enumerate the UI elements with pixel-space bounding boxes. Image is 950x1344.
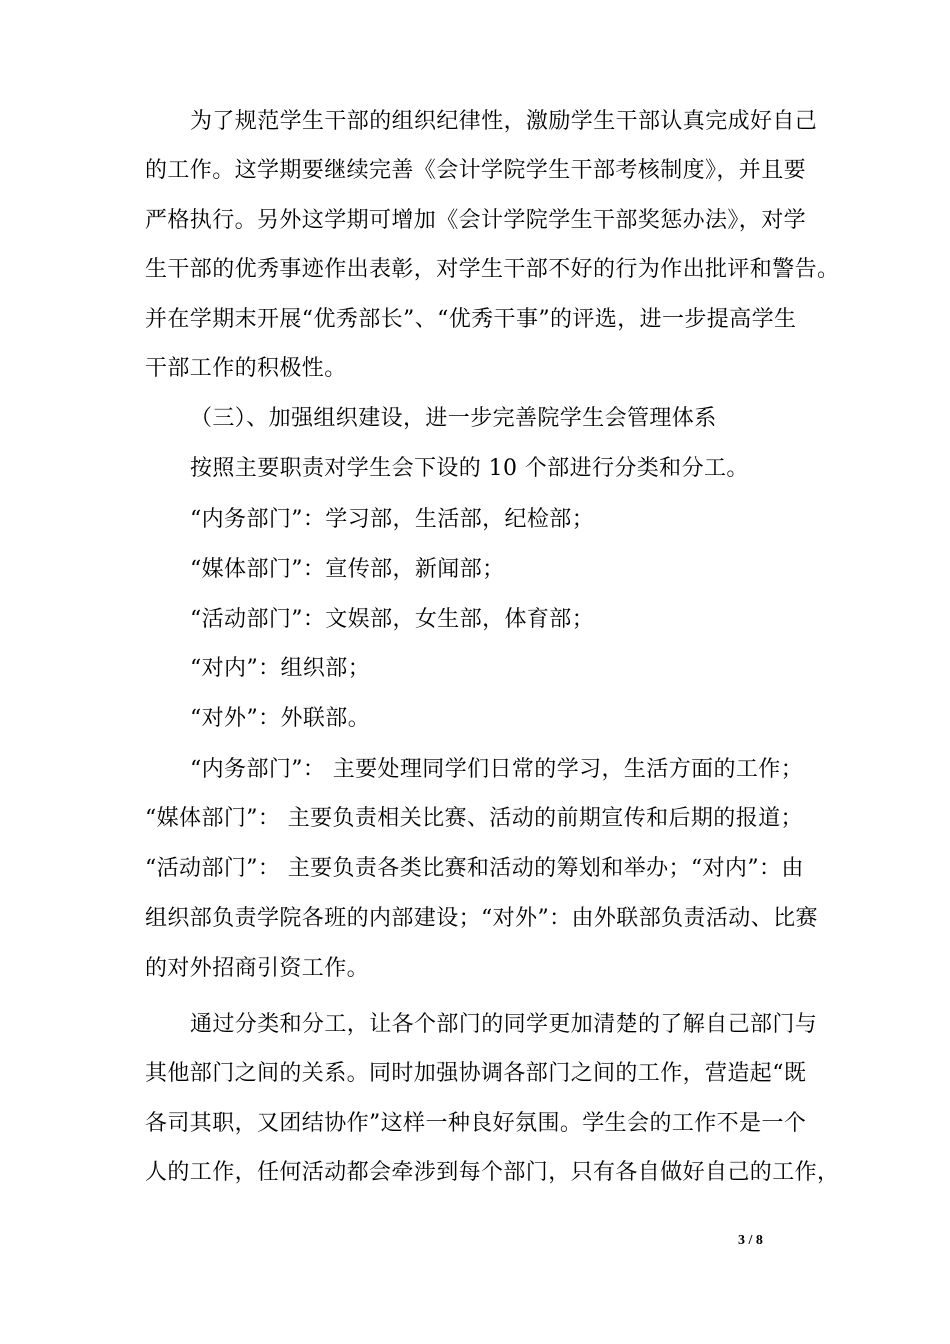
paragraph-line: 并在学期末开展“优秀部长”、“优秀干事”的评选，进一步提高学生 [145, 307, 797, 332]
paragraph-line: 严格执行。另外这学期可增加《会计学院学生干部奖惩办法》，对学 [145, 208, 807, 233]
list-item: “活动部门”：文娱部，女生部，体育部； [190, 607, 595, 632]
list-item: “对外”：外联部。 [190, 706, 371, 731]
section-heading: （三）、加强组织建设，进一步完善院学生会管理体系 [190, 406, 717, 431]
page-number: 3 / 8 [738, 1233, 763, 1248]
list-item: “对内”：组织部； [190, 656, 371, 681]
paragraph-line: “活动部门”： 主要负责各类比赛和活动的筹划和举办；“对内”：由 [145, 856, 804, 881]
list-item: “媒体部门”：宣传部，新闻部； [190, 557, 505, 582]
paragraph-line: 各司其职，又团结协作”这样一种良好氛围。学生会的工作不是一个 [145, 1111, 807, 1136]
list-item: “内务部门”：学习部，生活部，纪检部； [190, 507, 595, 532]
paragraph-line: 按照主要职责对学生会下设的 10 个部进行分类和分工。 [190, 456, 749, 481]
paragraph-line: 为了规范学生干部的组织纪律性，激励学生干部认真完成好自己 [190, 109, 818, 134]
paragraph-line: 干部工作的积极性。 [145, 356, 347, 381]
paragraph-line: 人的工作，任何活动都会牵涉到每个部门，只有各自做好自己的工作， [145, 1160, 840, 1185]
paragraph-line: 通过分类和分工，让各个部门的同学更加清楚的了解自己部门与 [190, 1012, 818, 1037]
paragraph-line: 的对外招商引资工作。 [145, 956, 370, 981]
paragraph-line: 其他部门之间的关系。同时加强协调各部门之间的工作，营造起“既 [145, 1061, 807, 1086]
paragraph-line: 组织部负责学院各班的内部建设；“对外”：由外联部负责活动、比赛 [145, 906, 818, 931]
paragraph-line: 的工作。这学期要继续完善《会计学院学生干部考核制度》，并且要 [145, 158, 807, 183]
paragraph-line: “媒体部门”： 主要负责相关比赛、活动的前期宣传和后期的报道； [145, 806, 803, 831]
paragraph-line: “内务部门”： 主要处理同学们日常的学习，生活方面的工作； [190, 757, 804, 782]
paragraph-line: 生干部的优秀事迹作出表彰，对学生干部不好的行为作出批评和警告。 [145, 257, 840, 282]
